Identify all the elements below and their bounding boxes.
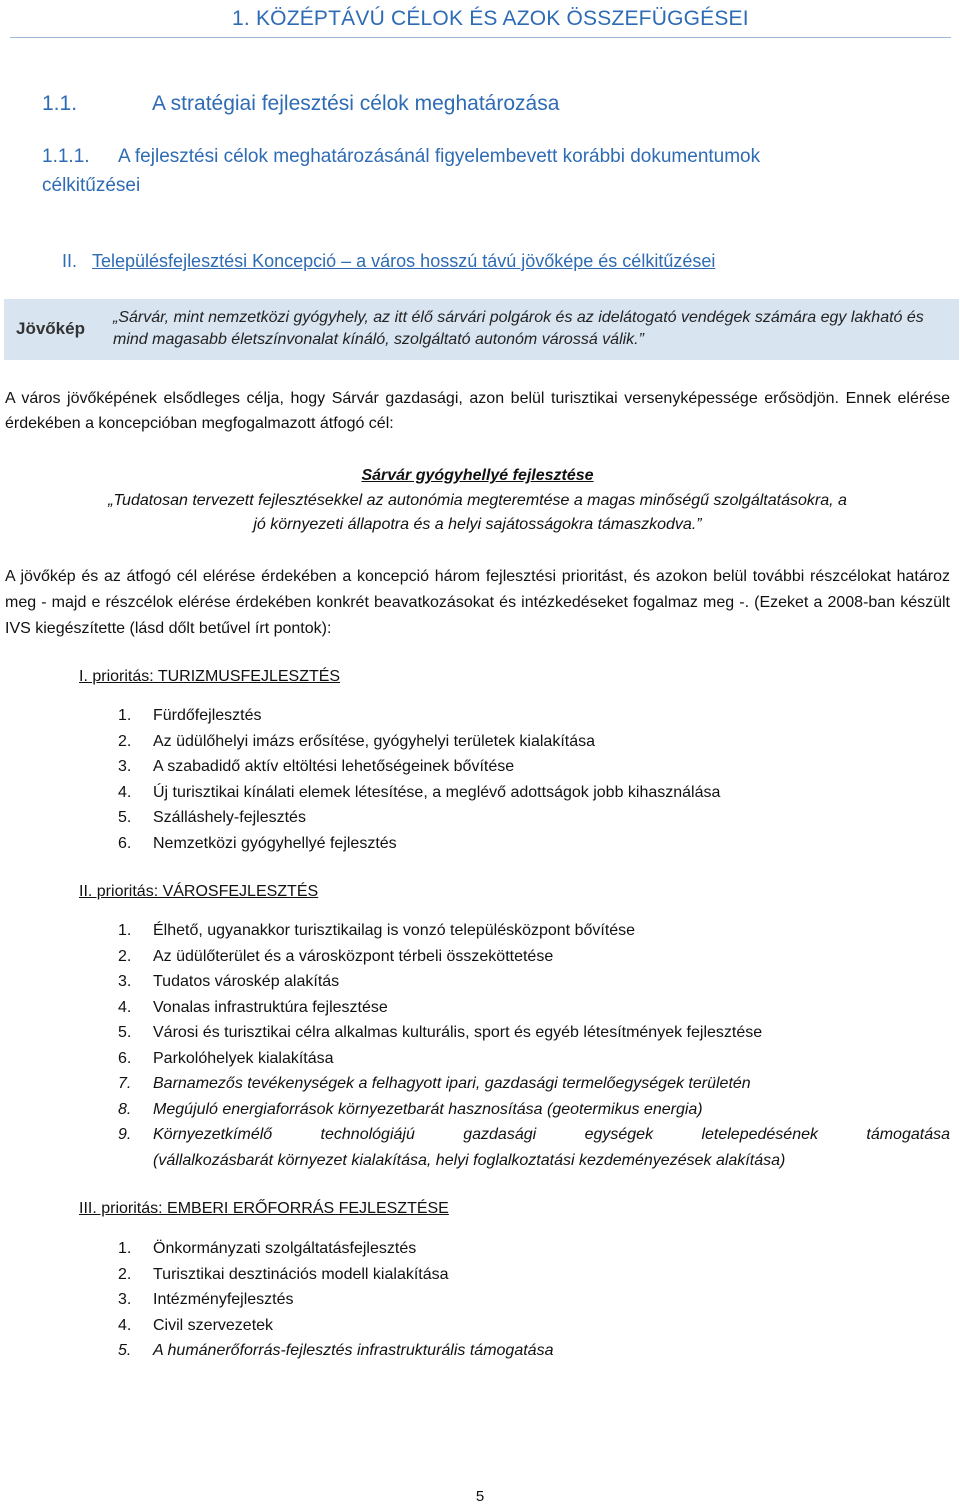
item-text: Élhető, ugyanakkor turisztikailag is vonzó településközpont bővítése: [153, 922, 636, 939]
list-item: [118, 831, 950, 857]
list-item: [118, 1236, 950, 1262]
item-number: 8.: [118, 1100, 132, 1118]
list-item: [118, 729, 950, 755]
priority-2-title: II. prioritás: VÁROSFEJLESZTÉS: [79, 883, 319, 900]
item-text: Civil szervezetek: [153, 1316, 274, 1334]
heading-4-text: Településfejlesztési Koncepció – a város hosszú távú jövőképe és célkitűzései: [92, 251, 716, 271]
list-item: [118, 1097, 950, 1123]
item-text: Nemzetközi gyógyhellyé fejlesztés: [153, 834, 397, 852]
vision-label: Jövőkép: [16, 319, 85, 338]
page-number: 5: [475, 1488, 485, 1505]
priority-1-list: [118, 703, 950, 856]
item-number: 4.: [118, 998, 132, 1016]
item-text: Az üdülőhelyi imázs erősítése, gyógyhelyi területek kialakítása: [153, 732, 595, 750]
heading-4: [92, 251, 715, 272]
heading-3-line1: A fejlesztési célok meghatározásánál figyelembevett korábbi dokumentumok: [118, 146, 761, 167]
item-text: Az üdülőterület és a városközpont térbeli összeköttetése: [153, 947, 554, 965]
list-item: [118, 754, 950, 780]
item-text-line1: Környezetkímélő technológiájú gazdasági egységek letelepedésének támogatása: [153, 1126, 950, 1143]
list-item: [118, 969, 950, 995]
heading-1-rule: [10, 37, 951, 38]
goal-title: Sárvár gyógyhellyé fejlesztése: [361, 467, 594, 484]
list-item: [118, 703, 950, 729]
list-item: [118, 1287, 950, 1313]
item-text: Szálláshely-fejlesztés: [153, 809, 306, 826]
item-number: 5.: [118, 1024, 132, 1041]
item-text: [153, 1122, 950, 1173]
item-text: Turisztikai desztinációs modell kialakítása: [153, 1265, 449, 1283]
paragraph-priorities: A jövőkép és az átfogó cél elérése érdekében a koncepció három fejlesztési prioritást, és azokon belül további részcélokat határoz meg - majd e részcélok elérése érdekében konkrét beavatkozásokat és intézkedéseket fogalmaz meg -. (Ezeket a 2008-ban készült IVS kiegészítette (lásd dőlt betűvel írt pontok):: [5, 568, 950, 637]
priority-3-title: III. prioritás: EMBERI ERŐFORRÁS FEJLESZTÉSE: [79, 1200, 449, 1217]
vision-quote: „Sárvár, mint nemzetközi gyógyhely, az itt élő sárvári polgárok és az idelátogató vendégek számára egy lakható és mind magasabb életszínvonalat kínáló, szolgáltató autonóm várossá válik.”: [113, 309, 924, 348]
heading-3-number: 1.1.1.: [42, 146, 90, 167]
item-number: 1.: [118, 707, 132, 724]
list-item: [118, 1122, 950, 1173]
list-item: [118, 1313, 950, 1339]
list-item: [118, 1262, 950, 1288]
item-number: 4.: [118, 783, 132, 801]
priority-3-list: [118, 1236, 950, 1364]
goal-line-1: „Tudatosan tervezett fejlesztésekkel az autonómia megteremtése a magas minőségű szolgáltatásokra, a: [108, 492, 847, 509]
item-text: Parkolóhelyek kialakítása: [153, 1049, 334, 1067]
item-number: 2.: [118, 732, 132, 750]
item-number: 2.: [118, 1265, 132, 1283]
list-item: [118, 805, 950, 831]
item-number: 3.: [118, 758, 132, 775]
heading-2-number: 1.1.: [42, 92, 78, 115]
list-item: [118, 1020, 950, 1046]
list-item: [118, 1046, 950, 1072]
item-text: Új turisztikai kínálati elemek létesítése, a meglévő adottságok jobb kihasználása: [153, 783, 721, 801]
item-number: 5.: [118, 1342, 132, 1359]
priority-1-title: I. prioritás: TURIZMUSFEJLESZTÉS: [79, 668, 341, 685]
item-number: 3.: [118, 1291, 132, 1308]
list-item: [118, 1338, 950, 1364]
list-item: [118, 918, 950, 944]
heading-2: A stratégiai fejlesztési célok meghatározása: [152, 92, 560, 115]
item-text: Tudatos városkép alakítás: [153, 973, 340, 990]
vision-box: [4, 299, 959, 360]
item-number: 9.: [118, 1126, 132, 1143]
item-number: 5.: [118, 809, 132, 826]
item-text: Megújuló energiaforrások környezetbarát hasznosítása (geotermikus energia): [153, 1100, 703, 1118]
list-item: [118, 780, 950, 806]
item-text: A szabadidő aktív eltöltési lehetőségeinek bővítése: [153, 758, 515, 775]
item-number: 1.: [118, 1240, 132, 1257]
item-text: Vonalas infrastruktúra fejlesztése: [153, 998, 388, 1016]
item-number: 3.: [118, 973, 132, 990]
item-text: Városi és turisztikai célra alkalmas kulturális, sport és egyéb létesítmények fejlesztése: [153, 1024, 763, 1041]
item-text: A humánerőforrás-fejlesztés infrastrukturális támogatása: [153, 1342, 554, 1359]
list-item: [118, 944, 950, 970]
heading-1: 1. KÖZÉPTÁVÚ CÉLOK ÉS AZOK ÖSSZEFÜGGÉSEI: [232, 7, 749, 30]
priority-2-list: [118, 918, 950, 1173]
list-item: [118, 1071, 950, 1097]
item-text: Intézményfejlesztés: [153, 1291, 294, 1308]
paragraph-vision-goal: A város jövőképének elsődleges célja, hogy Sárvár gazdasági, azon belül turisztikai versenyképessége erősödjön. Ennek elérése érdekében a koncepcióban megfogalmazott átfogó cél:: [5, 390, 950, 432]
item-text: Fürdőfejlesztés: [153, 707, 262, 724]
item-number: 6.: [118, 1049, 132, 1067]
item-number: 1.: [118, 922, 132, 939]
heading-3-line2: célkitűzései: [42, 175, 141, 196]
list-item: [118, 995, 950, 1021]
item-text: Önkormányzati szolgáltatásfejlesztés: [153, 1240, 417, 1257]
goal-line-2: jó környezeti állapotra és a helyi sajátosságokra támaszkodva.”: [253, 516, 702, 533]
item-number: 2.: [118, 947, 132, 965]
item-text: Barnamezős tevékenységek a felhagyott ipari, gazdasági termelőegységek területén: [153, 1075, 751, 1092]
heading-4-number: II.: [62, 251, 78, 271]
item-number: 6.: [118, 834, 132, 852]
item-number: 7.: [118, 1075, 132, 1092]
item-text-line2: (vállalkozásbarát környezet kialakítása, helyi foglalkoztatási kezdeményezések alakítása): [153, 1151, 786, 1169]
item-number: 4.: [118, 1316, 132, 1334]
